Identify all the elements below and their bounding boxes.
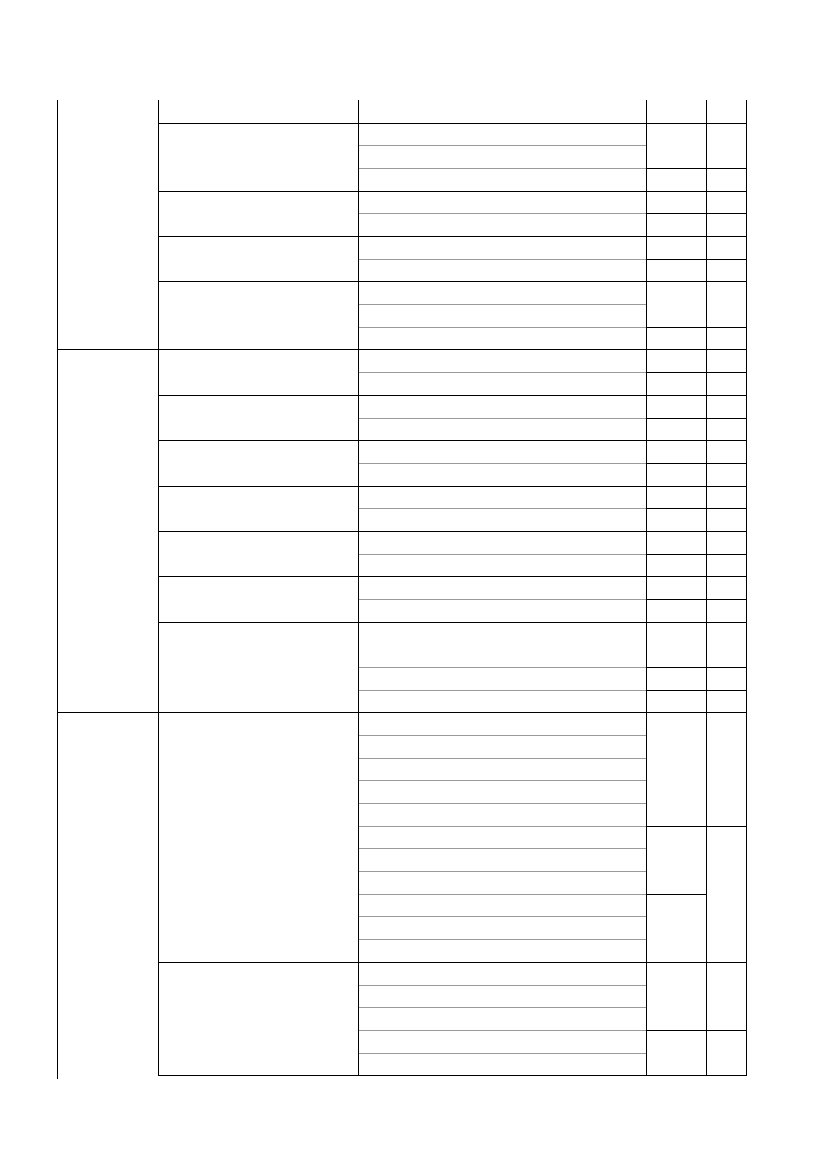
row-divider [358, 508, 646, 509]
row-divider [358, 395, 746, 396]
col-border-section [57, 100, 58, 1079]
row-divider [358, 871, 646, 872]
row-divider [358, 622, 746, 623]
disease-divider [158, 622, 358, 623]
row-divider [358, 576, 746, 577]
level-divider [646, 213, 706, 214]
level-divider [646, 327, 706, 328]
grade-divider [706, 690, 746, 691]
row-divider [358, 463, 646, 464]
disease-divider [158, 349, 358, 350]
level-divider [646, 463, 706, 464]
row-divider [358, 213, 646, 214]
row-divider [358, 690, 646, 691]
row-divider [358, 735, 646, 736]
grade-divider [706, 259, 746, 260]
level-divider [646, 418, 706, 419]
row-divider [358, 145, 646, 146]
disease-divider [158, 962, 358, 963]
grade-divider [706, 826, 746, 827]
disease-divider [158, 191, 358, 192]
row-divider [358, 281, 746, 282]
row-divider [358, 440, 746, 441]
level-divider [646, 554, 706, 555]
row-divider [358, 599, 646, 600]
row-divider [358, 985, 646, 986]
row-divider [358, 554, 646, 555]
grade-divider [706, 327, 746, 328]
row-divider [358, 939, 646, 940]
disease-divider [158, 712, 358, 713]
row-divider [358, 123, 746, 124]
level-divider [646, 1030, 706, 1031]
grade-divider [706, 418, 746, 419]
row-divider [358, 667, 646, 668]
row-divider [358, 916, 646, 917]
table-bottom-border [158, 1075, 746, 1076]
row-divider [358, 372, 646, 373]
disease-divider [158, 123, 358, 124]
row-divider [358, 236, 746, 237]
disease-divider [158, 281, 358, 282]
row-divider [358, 486, 746, 487]
grade-divider [706, 1030, 746, 1031]
level-divider [646, 894, 706, 895]
row-divider [358, 826, 646, 827]
section-divider [57, 712, 158, 713]
col-border-5 [746, 100, 747, 1076]
row-divider [358, 848, 646, 849]
disease-divider [158, 486, 358, 487]
grade-divider [706, 667, 746, 668]
disease-divider [158, 236, 358, 237]
col-border-4 [706, 100, 707, 1076]
disease-divider [158, 395, 358, 396]
row-divider [358, 780, 646, 781]
grade-divider [706, 213, 746, 214]
row-divider [358, 531, 746, 532]
grade-divider [706, 168, 746, 169]
row-divider [358, 168, 646, 169]
row-divider [358, 418, 646, 419]
level-divider [646, 690, 706, 691]
row-divider [358, 962, 746, 963]
col-border-1 [158, 100, 159, 1076]
row-divider [358, 327, 646, 328]
row-divider [358, 191, 746, 192]
row-divider [358, 758, 646, 759]
grade-divider [706, 508, 746, 509]
col-border-2 [358, 100, 359, 1076]
row-divider [358, 304, 646, 305]
disease-divider [158, 531, 358, 532]
grade-divider [706, 372, 746, 373]
row-divider [358, 1007, 646, 1008]
row-divider [358, 1030, 646, 1031]
level-divider [646, 826, 706, 827]
row-divider [358, 259, 646, 260]
grade-divider [706, 463, 746, 464]
section-divider [57, 349, 158, 350]
disease-divider [158, 576, 358, 577]
row-divider [358, 803, 646, 804]
row-divider [358, 894, 646, 895]
level-divider [646, 372, 706, 373]
row-divider [358, 1053, 646, 1054]
col-border-3 [646, 100, 647, 1076]
level-divider [646, 599, 706, 600]
level-divider [646, 667, 706, 668]
level-divider [646, 168, 706, 169]
disease-divider [158, 440, 358, 441]
grade-divider [706, 599, 746, 600]
level-divider [646, 259, 706, 260]
grade-divider [706, 554, 746, 555]
row-divider [358, 349, 746, 350]
row-divider [358, 712, 746, 713]
level-divider [646, 508, 706, 509]
